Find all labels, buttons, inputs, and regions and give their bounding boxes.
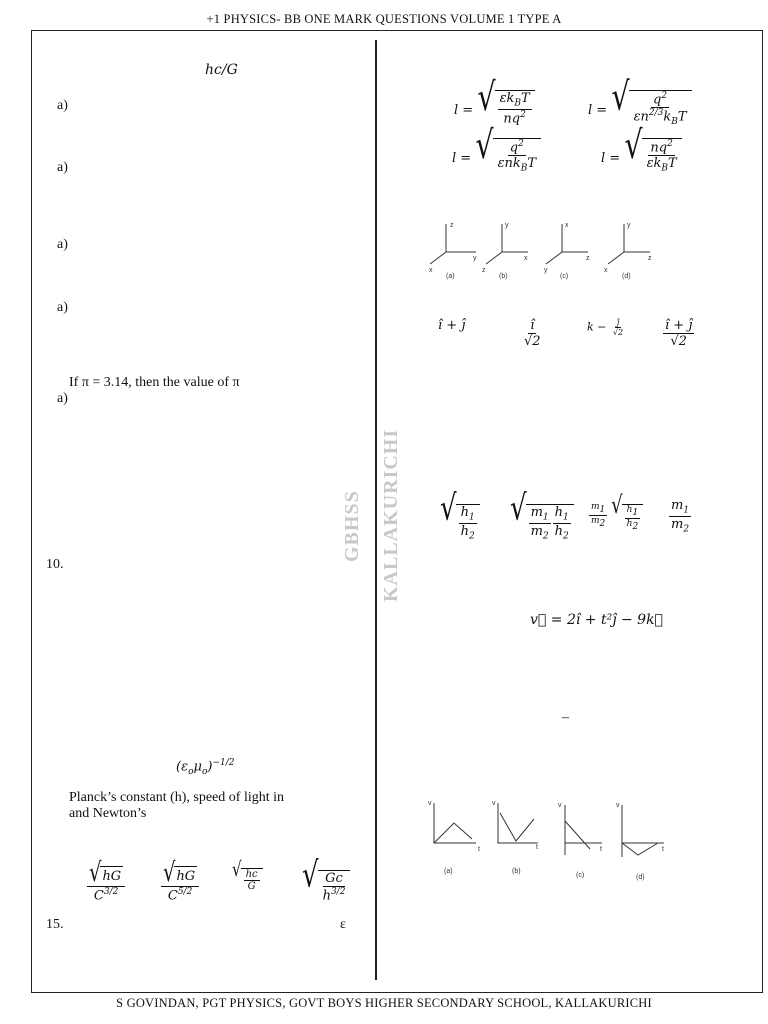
graph-d-t: t [662, 846, 664, 853]
option-a-1: a) [57, 98, 68, 113]
option-sqrt-gc-h32: √ $\frac{Gc}{h^{3/2}}$ [302, 870, 350, 903]
axes-caption-c: (c) [560, 273, 569, 280]
ratio-option-b: √ $\frac{m_1}{m_2}$ $\frac{h_1}{h_2}$ [510, 504, 574, 541]
page-header: +1 PHYSICS- BB ONE MARK QUESTIONS VOLUME 1 TYPE A [206, 12, 562, 26]
unit-option-c: k − $\frac{ĵ}{√2}$ [587, 318, 624, 337]
formula-l-option-a: l = √ $\frac{\varepsilon k_BT}{nq^2}$ [454, 90, 535, 126]
velocity-equation: v⃗ = 2î + t²ĵ − 9k⃗ [530, 612, 663, 628]
watermark-kallakurichi: KALLAKURICHI [380, 428, 402, 602]
unit-option-a: î + ĵ [438, 318, 466, 333]
graph-b-t: t [536, 844, 538, 851]
formula-l-option-c: l = √ $\frac{q^2}{\varepsilon nk_BT}$ [452, 138, 541, 174]
axis-b-label-2: x [524, 255, 528, 262]
axis-b-label-1: y [505, 222, 509, 229]
graph-d-v: v [616, 802, 620, 809]
axis-d-label-3: x [604, 267, 608, 274]
ratio-option-c: $\frac{m_1}{m_2}$ √ $\frac{h_1}{h_2}$ [588, 502, 643, 531]
axis-d-label-1: y [627, 222, 631, 229]
graph-caption-a: (a) [444, 868, 453, 875]
planck-question-line2: and Newton’s [69, 806, 147, 821]
formula-l-option-d: l = √ $\frac{nq^2}{\varepsilon k_BT}$ [601, 138, 682, 174]
graph-c-t: t [600, 846, 602, 853]
epsilon-mu-expression: $(\varepsilon_o\mu_o)^{-1/2}$ [176, 758, 235, 777]
graph-a-v: v [428, 800, 432, 807]
column-divider [375, 40, 377, 980]
axes-caption-d: (d) [622, 273, 631, 280]
watermark-gbhss: GBHSS [341, 490, 363, 562]
axis-a-label-3: x [429, 267, 433, 274]
dash-mark: – [562, 710, 569, 725]
option-a-3: a) [57, 237, 68, 252]
graph-caption-c: (c) [576, 872, 585, 879]
graph-c-v: v [558, 802, 562, 809]
option-sqrt-hg-c32: √ hG $C^{3/2}$ [86, 866, 126, 903]
option-sqrt-hg-c52: √ hG $C^{5/2}$ [160, 866, 200, 903]
unit-option-d: $\frac{î + ĵ}{√2}$ [665, 318, 693, 349]
ratio-option-d: $\frac{m_1}{m_2}$ [671, 498, 690, 535]
axis-c-label-1: x [565, 222, 569, 229]
option-a-2: a) [57, 160, 68, 175]
hc-over-g: hc/G [205, 62, 238, 78]
graph-b-v: v [492, 800, 496, 807]
pi-question: If π = 3.14, then the value of π [69, 375, 240, 390]
axis-b-label-3: z [482, 267, 486, 274]
unit-option-b: $\frac{î}{√2}$ [524, 318, 541, 349]
axes-caption-b: (b) [499, 273, 508, 280]
question-number-10: 10. [46, 557, 64, 572]
option-a-4: a) [57, 300, 68, 315]
graph-caption-d: (d) [636, 874, 645, 881]
option-a-5: a) [57, 391, 68, 406]
axis-a-label-2: y [473, 255, 477, 262]
axis-a-label-1: z [450, 222, 454, 229]
planck-question-line1: Planck’s constant (h), speed of light in [69, 790, 285, 805]
graph-caption-b: (b) [512, 868, 521, 875]
velocity-time-graphs [420, 795, 680, 885]
question-number-15: 15. [46, 917, 64, 932]
option-sqrt-hc-g: √ $\frac{hc}{G}$ [232, 868, 263, 892]
axes-caption-a: (a) [446, 273, 455, 280]
coordinate-axes-figure [420, 218, 670, 288]
graph-a-t: t [478, 846, 480, 853]
axis-c-label-3: y [544, 267, 548, 274]
epsilon-symbol: ε [340, 917, 346, 932]
ratio-option-a: √ $\frac{h_1}{h_2}$ [440, 504, 480, 541]
page-footer: S GOVINDAN, PGT PHYSICS, GOVT BOYS HIGHER SECONDARY SCHOOL, KALLAKURICHI [116, 996, 652, 1010]
axis-c-label-2: z [586, 255, 590, 262]
axis-d-label-2: z [648, 255, 652, 262]
formula-l-option-b: l = √ $\frac{q^2}{\varepsilon n^{2/3}k_BT}$ [588, 90, 692, 127]
